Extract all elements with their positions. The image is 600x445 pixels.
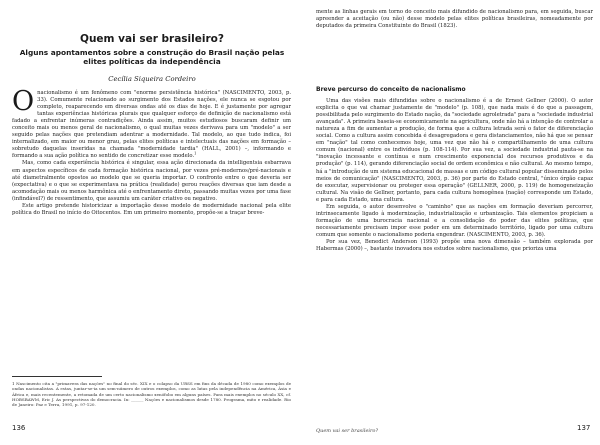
paragraph-text: nacionalismo é um fenômeno com "enorme persistência histórica" (NASCIMENTO, 2003, p. 33). Comumente relacionado ao surgimento dos Estados nações, ele nunca se esgotou por completo, reaparecendo em diversas ondas até os dias de hoje. E é justamente por agregar tantas experiências históricas plurais que qualquer esforço de definição de nacionalismo está fadado a enfrentar inúmeras contradições. Ainda assim, muitos estudiosos buscaram definir um conceito mais ou menos geral de nacionalismo, o qual muitas vezes derivava para um "modelo" a ser seguido pelas nações que pretendiam adentrar a modernidade. Tal modelo, ao que tudo indica, foi internalizado, em maior ou menor grau, pelas elites políticas e intelectuais das nações em formação – sobretudo daquelas inseridas na chamada "modernidade tardia" (HALL, 2001) –, informando e formando a sua ação política no sentido de concretizar esse modelo.	[12, 90, 291, 160]
footnote-reference[interactable]: 1	[194, 151, 197, 156]
article-title: Quem vai ser brasileiro?	[80, 33, 224, 45]
page-number-right: 137	[577, 424, 591, 432]
right-page	[300, 0, 600, 445]
section-heading: Breve percurso do conceito de nacionalismo	[316, 86, 466, 93]
right-top-text	[316, 9, 593, 30]
drop-cap: O	[12, 86, 35, 117]
body-paragraph: mente as linhas gerais em torno do conceito mais difundido de nacionalismo para, em seguida, buscar apreender a aceitação (ou não) desse modelo pelas elites políticas brasileiras, nomeadamente por deputados da primeira Constituinte do Brasil (1823).	[316, 9, 593, 30]
right-section	[316, 86, 593, 253]
left-body-text	[12, 86, 291, 217]
body-paragraph: Em seguida, o autor desenvolve o "caminho" que as nações em formação deveriam percorrer, intrinsecamente ligado à modernização, industrialização e urbanização. Tais elementos propiciam a formação de uma burocracia nacional e a consolidação do poder das elites políticas, que necessariamente precisam impor esse poder em um determinado território, ligado por uma cultura comum que somente o nacionalismo poderia engendrar. (NASCIMENTO, 2003, p. 36).	[316, 203, 593, 238]
article-author: Cecília Siqueira Cordeiro	[108, 75, 196, 83]
body-paragraph: Mas, como cada experiência histórica é singular, essa ação direcionada da intelligentsia esbarrava em aspectos específicos de cada formação histórica nacional, por vezes pré-modernos/pré-nacionais e até diametralmente opostos ao modelo que se queria importar. O confronto entre o que deveria ser (expectativa) e o que se experimentava na prática (realidade) gerou reações diversas que iam desde a acomodação mais ou menos harmônica até o enfrentamento direto, passando muitas vezes por uma fase (infindável?) de ressentimento, que assumiu um caráter criativo ou negativo.	[12, 160, 291, 202]
page-number-left: 136	[12, 424, 26, 432]
body-paragraph: Uma das visões mais difundidas sobre o nacionalismo é a de Ernest Gellner (2000). O autor explicita o que vai chamar justamente de "modelo" (p. 108), que nada mais é do que a passagem, possibilitada pelo surgimento do Estado nação, da "sociedade agroletrada" para a "sociedade industrial avançada". A primeira baseia-se economicamente na agricultura, onde não há a intenção de controlar a natureza a fim de aumentar a produção, de forma que a cultura letrada será o fator de diferenciação social. Como a cultura assim concebida é desagregadora e gera distanciamentos, não há que se pensar em "nação" tal como conhecemos hoje, uma vez que não há o compartilhamento de uma cultura comum (nacional) entre os indivíduos (p. 108-114). Por sua vez, a sociedade industrial pauta-se na "inovação incessante e contínua e num crescimento exponencial dos recursos produtivos e da produção" (p. 114), gerando diferenciação social de ordem econômica e não cultural. Ao mesmo tempo, há a "introdução de um sistema educacional de massas e um código cultural popular disseminado pelos meios de comunicação" (NASCIMENTO, 2003, p. 36) por parte do Estado central, "único órgão capaz de executar, supervisionar ou proteger essa operação" (GELLNER, 2000, p. 119) de homogeneização cultural. Na visão de Gellner, portanto, para cada cultura homogênea (nação) corresponde um Estado, e para cada Estado, uma cultura.	[316, 98, 593, 203]
article-subtitle: Alguns apontamentos sobre a construção do Brasil nação pelas elites políticas da independência	[19, 48, 285, 67]
body-paragraph	[12, 86, 291, 160]
footnote	[12, 381, 291, 407]
footnote-text: 1 Nascimento cita a "primavera das nações" no final do séc. XIX e o colapso da URSS em fins da década de 1980 como exemplos de ondas nacionalistas. A estas, juntar-se-ia um sem-número de outros exemplos, como as lutas pela independência na América, Ásia e África e, mais recentemente, a retomada de um certo nacionalismo xenófobo em alguns países. Para mais exemplos no século XX, cf. HOBSBAWM, Eric J. As perspectivas do democracia. In: ______ Nações e nacionalismos desde 1780. Programa, mito e realidade. Rio de Janeiro: Paz e Terra, 1991, p. 97-120.	[12, 381, 291, 408]
footnote-divider	[12, 376, 102, 377]
body-paragraph: Por sua vez, Benedict Anderson (1993) propõe uma nova dimensão – também explorada por Habermas (2000) –, bastante inovadora nos estudos sobre nacionalismo, que prioriza uma	[316, 238, 593, 253]
running-footer: Quem vai ser brasileiro?	[316, 428, 379, 434]
body-paragraph: Este artigo pretende historicizar a importação desse modelo de modernidade nacional pela elite política do Brasil no início do Oitocentos. Em um primeiro momento, propõe-se a traçar breve-	[12, 202, 291, 216]
